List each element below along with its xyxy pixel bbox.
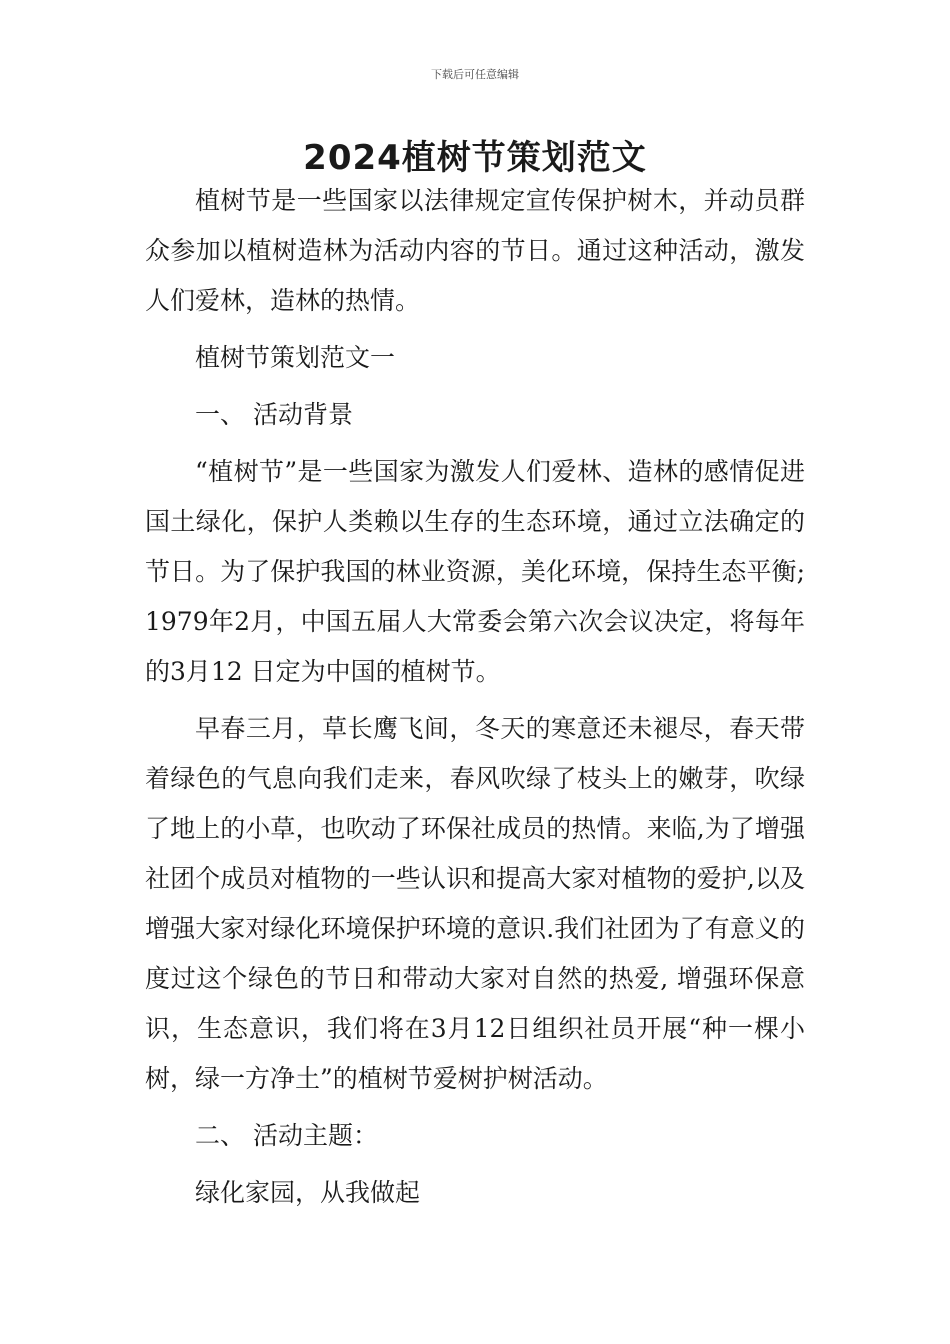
theme-paragraph: 绿化家园，从我做起 (195, 1178, 421, 1207)
section-heading-theme: 二、 活动主题： (195, 1121, 378, 1150)
document-body (145, 176, 805, 1218)
intro-paragraph: 植树节是一些国家以法律规定宣传保护树木，并动员群众参加以植树造林为活动内容的节日。通过这种活动，激发人们爱林，造林的热情。 (145, 186, 805, 315)
background-paragraph: “植树节”是一些国家为激发人们爱林、造林的感情促进国土绿化，保护人类赖以生存的生态环境，通过立法确定的节日。为了保护我国的林业资源，美化环境，保持生态平衡; 1979年2月，中国五届人大常委会第六次会议决定，将每年的3月12 日定为中国的植树节。 (145, 457, 805, 686)
page-title: 2024植树节策划范文 (303, 138, 647, 178)
spring-paragraph: 早春三月，草长鹰飞间，冬天的寒意还未褪尽，春天带着绿色的气息向我们走来，春风吹绿了枝头上的嫩芽，吹绿了地上的小草，也吹动了环保社成员的热情。来临,为了增强社团个成员对植物的一些认识和提高大家对植物的爱护,以及增强大家对绿化环境保护环境的意识.我们社团为了有意义的度过这个绿色的节日和带动大家对自然的热爱, 增强环保意识，生态意识，我们将在3月12日组织社员开展“种一棵小树，绿一方净土”的植树节爱树护树活动。 (145, 714, 805, 1093)
page-header: 下载后可任意编辑 (431, 68, 519, 81)
section-heading-background: 一、 活动背景 (195, 400, 353, 429)
section-heading-plan-one: 植树节策划范文一 (195, 343, 396, 372)
